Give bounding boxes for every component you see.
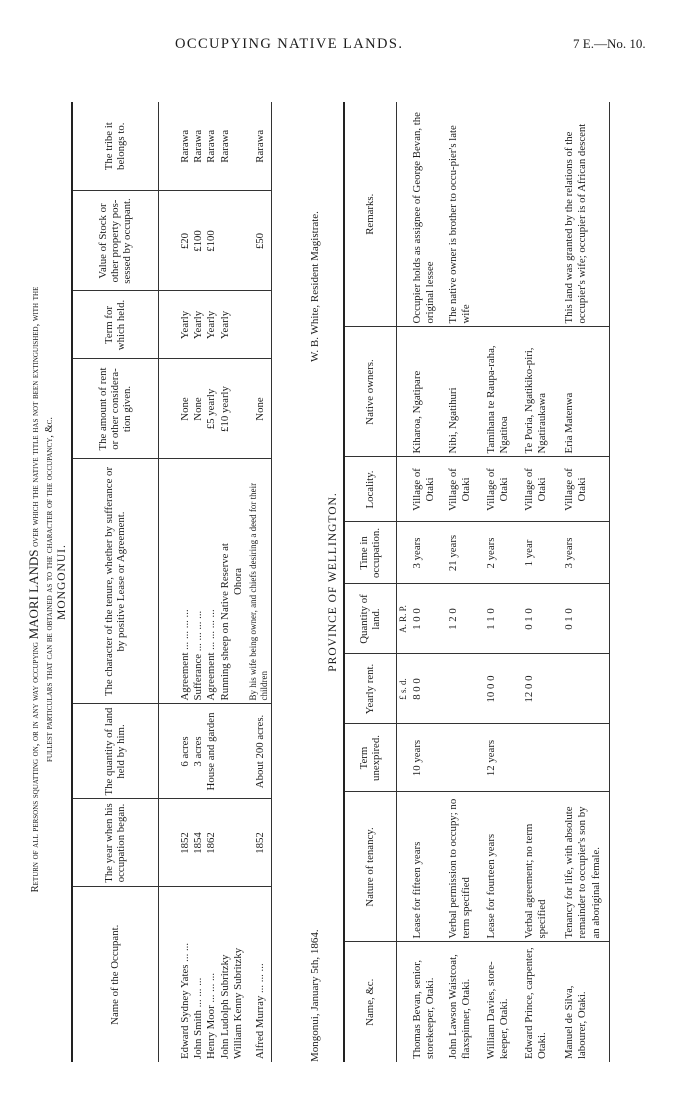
table-row [158,102,272,1062]
col-header: Remarks. [344,102,396,327]
term-unexpired: 12 years [484,724,522,792]
remarks: Occupier holds as assignee of George Bevan, the original lessee [410,112,437,324]
col-header: The year when his occupation began. [72,799,158,887]
land-quantity: 3 acres [191,736,204,767]
yearly-rent: 12 0 0 [522,654,562,724]
land-quantity: 1 0 0 [410,584,446,654]
tenant-name: Manuel de Silva, labourer, Otaki. [562,942,610,1062]
occupant-name: William Kenny Subritzky [232,947,245,1059]
locality: Village of Otaki [446,457,484,522]
running-title: OCCUPYING NATIVE LANDS. [175,36,404,52]
table-row [562,102,610,1062]
magistrate-signature: W. B. White, Resident Magistrate. [309,211,321,362]
year-began: 1854 [191,832,204,854]
section-title-wellington: PROVINCE OF WELLINGTON. [327,492,339,672]
yearly-rent: 8 0 0 [410,654,446,724]
occupant-name: Edward Sydney Yates ... ... [178,942,191,1059]
tenure: Running sheep on Native Reserve at [218,543,231,701]
heading-maori-lands: MAORI LANDS [26,549,41,640]
locality: Village of Otaki [562,457,610,522]
col-header: Quantity of land. [344,584,396,654]
wellington-table [343,102,610,1062]
yearly-rent [446,654,484,724]
table-row [484,102,522,1062]
time-in-occupation: 3 years [562,522,610,584]
tenure: Agreement ... ... ... ... [205,609,218,701]
rent: None [191,397,204,421]
col-header: Value of Stock or other property pos-sessed by occupant. [72,191,158,291]
col-header: Name, &c. [344,942,396,1062]
locality: Village of Otaki [522,457,562,522]
yearly-rent: 10 0 0 [484,654,522,724]
land-quantity: 1 1 0 [484,584,522,654]
table-row [522,102,562,1062]
land-quantity: 0 1 0 [562,584,610,654]
occupant-name: John Ludolph Subritzky [218,954,231,1059]
tribe: Rarawa [178,129,191,163]
occupant-name: John Smith ... ... ... [191,977,204,1059]
year-began: 1862 [205,832,218,854]
remarks [484,102,522,327]
tenancy-nature: Verbal permission to occupy; no term specified [446,792,484,942]
col-header: The amount of rent or other considera-tion given. [72,359,158,459]
stock-value: £100 [205,230,218,252]
col-header: Locality. [344,457,396,522]
heading-line2: fullest particulars that can be obtained as to the character of the occupancy, &c. [44,417,56,762]
col-header: Term for which held. [72,291,158,359]
land-units: A. R. P. [396,584,410,654]
tenant-name: John Lawson Waistcoat, flaxspinner, Otaki. [446,942,484,1062]
col-header: The character of the tenure, whether by sufferance or by positive Lease or Agreement. [72,459,158,704]
col-header: Nature of tenancy. [344,792,396,942]
table-row [446,102,484,1062]
units-row [396,102,410,1062]
time-in-occupation: 3 years [410,522,446,584]
locality: Village of Otaki [410,457,446,522]
table-header-row [344,102,396,1062]
tenure: Agreement ... ... ... ... [178,609,191,701]
table-header-row [72,102,158,1062]
native-owners: Te Poria, Ngatikiko-piri, Ngatiraukawa [522,327,562,457]
land-quantity: About 200 acres. [253,714,266,789]
native-owners: Kiharoa, Ngatipare [410,327,446,457]
native-owners: Eria Matenwa [562,327,610,457]
stock-value: £50 [253,232,266,250]
native-owners: Nibi, Ngatihuri [446,327,484,457]
tribe: Rarawa [218,129,231,163]
tribe: Rarawa [191,129,204,163]
col-header: Yearly rent. [344,654,396,724]
term: Yearly [205,310,218,340]
tenure: Sufferance ... ... ... ... [191,610,204,701]
rent: £5 yearly [205,388,218,430]
col-header: The quantity of land held by him. [72,704,158,799]
heading-line1-end: over which the native title has not been extinguished, with the [30,286,41,547]
rent: None [253,397,266,421]
mongonui-table [71,102,272,1062]
stock-value: £20 [178,232,191,250]
term-unexpired [446,724,484,792]
tenancy-nature: Lease for fifteen years [410,792,446,942]
col-header: Term unexpired. [344,724,396,792]
page-header [0,0,700,60]
term-unexpired: 10 years [410,724,446,792]
time-in-occupation: 2 years [484,522,522,584]
page-number: 7 E.—No. 10. [573,36,646,51]
remarks: This land was granted by the relations of the occupier's wife; occupier is of African descent [562,123,589,324]
col-header: The tribe it belongs to. [72,102,158,191]
section-title-mongonui: MONGONUI. [56,544,68,620]
land-quantity: House and garden [205,712,218,791]
remarks [522,102,562,327]
tenancy-nature: Verbal agreement; no term specified [522,792,562,942]
tribe: Rarawa [253,129,266,163]
tenant-name: William Davies, store-keeper, Otaki. [484,942,522,1062]
table-row [410,102,446,1062]
term-unexpired [562,724,610,792]
locality: Village of Otaki [484,457,522,522]
tenancy-nature: Lease for fourteen years [484,792,522,942]
land-quantity: 1 2 0 [446,584,484,654]
col-header: Time in occupation. [344,522,396,584]
return-heading [25,87,57,1092]
yearly-rent [562,654,610,724]
rent: None [178,397,191,421]
term: Yearly [191,310,204,340]
tenant-name: Thomas Bevan, senior, storekeeper, Otaki. [410,942,446,1062]
tenancy-nature: Tenancy for life, with absolute remainder to occupier's son by an aboriginal female. [562,792,610,942]
native-owners: Tamihana te Raupa-raha, Ngatitoa [484,327,522,457]
rent: £10 yearly [218,386,231,432]
term-unexpired [522,724,562,792]
col-header: Native owners. [344,327,396,457]
land-quantity: 6 acres [178,736,191,767]
col-header: Name of the Occupant. [72,887,158,1062]
tenant-name: Edward Prince, carpenter, Otaki. [522,942,562,1062]
place-date: Mongonui, January 5th, 1864. [309,929,321,1062]
tribe: Rarawa [205,129,218,163]
year-began: 1852 [178,832,191,854]
tenure: Ohora [232,568,245,595]
tenure: By his wife being owner, and chiefs desiring a deed for their children [247,482,270,701]
time-in-occupation: 21 years [446,522,484,584]
occupant-name: Alfred Murray ... ... ... [253,963,266,1059]
occupant-name: Henry Moor ... ... ... [205,972,218,1059]
rotated-content [25,72,690,1102]
time-in-occupation: 1 year [522,522,562,584]
land-quantity: 0 1 0 [522,584,562,654]
term: Yearly [218,310,231,340]
remarks: The native owner is brother to occu-pier's late wife [446,125,473,324]
heading-line1-start: Return of all persons squatting on, or in any way occupying [30,642,41,893]
year-began: 1852 [253,832,266,854]
term: Yearly [178,310,191,340]
stock-value: £100 [191,230,204,252]
rent-units: £ s. d. [396,654,410,724]
